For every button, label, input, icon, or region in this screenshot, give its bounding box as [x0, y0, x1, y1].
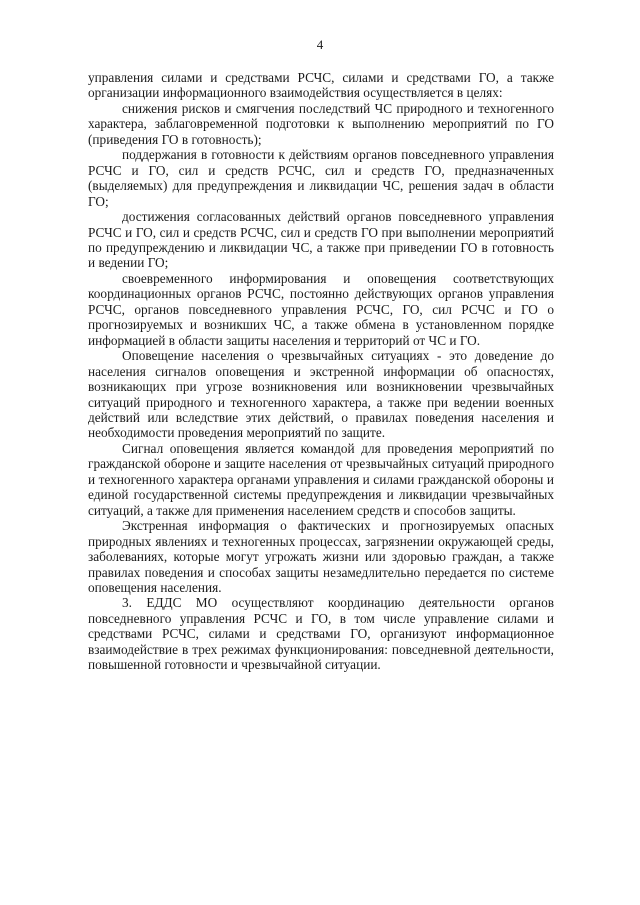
page-number: 4 [316, 37, 324, 52]
paragraph-4: достижения согласованных действий органов повседневного управления РСЧС и ГО, сил и средств РСЧС, сил и средств ГО при выполнении мероприятий по предупреждению и ликвидации ЧС, а также при приведении ГО в готовность и ведении ГО; [88, 209, 554, 271]
paragraph-7: Сигнал оповещения является командой для проведения мероприятий по гражданской обороне и защите населения от чрезвычайных ситуаций природного и техногенного характера органами управления и силами гражданской обороны и единой государственной системы предупреждения и ликвидации чрезвычайных ситуаций, а также для применения населением средств и способов защиты. [88, 440, 554, 518]
paragraph-8: Экстренная информация о фактических и прогнозируемых опасных природных явлениях и техногенных процессах, загрязнении окружающей среды, заболеваниях, которые могут угрожать жизни или здоровью граждан, а также правилах поведения и способах защиты незамедлительно передается по системе оповещения населения. [88, 518, 554, 595]
document-body [88, 70, 554, 673]
paragraph-5: своевременного информирования и оповещения соответствующих координационных органов РСЧС, постоянно действующих органов управления РСЧС, органов повседневного управления РСЧС, ГО, сил РСЧС и ГО о прогнозируемых и возникших ЧС, а также обмена в установленном порядке информацией в области защиты населения и территорий от ЧС и ГО. [88, 270, 554, 348]
paragraph-2: снижения рисков и смягчения последствий ЧС природного и техногенного характера, заблаговременной подготовки к выполнению мероприятий по ГО (приведения ГО в готовность); [88, 100, 554, 147]
paragraph-9: 3. ЕДДС МО осуществляют координацию деятельности органов повседневного управления РСЧС и ГО, в том числе управление силами и средствами РСЧС, силами и средствами ГО, организуют информационное взаимодействие в трех режимах функционирования: повседневной деятельности, повышенной готовности и чрезвычайной ситуации. [88, 595, 554, 673]
paragraph-6: Оповещение населения о чрезвычайных ситуациях - это доведение до населения сигналов оповещения и экстренной информации об опасностях, возникающих при угрозе возникновения или возникновении чрезвычайных ситуаций природного и техногенного характера, а также при ведении военных действий или вследствие этих действий, о правилах поведения населения и необходимости проведения мероприятий по защите. [88, 348, 554, 441]
paragraph-1: управления силами и средствами РСЧС, силами и средствами ГО, а также организации информационного взаимодействия осуществляется в целях: [88, 70, 554, 101]
paragraph-3: поддержания в готовности к действиям органов повседневного управления РСЧС и ГО, сил и средств РСЧС, сил и средств ГО, предназначенных (выделяемых) для предупреждения и ликвидации ЧС, решения задач в области ГО; [88, 147, 554, 209]
